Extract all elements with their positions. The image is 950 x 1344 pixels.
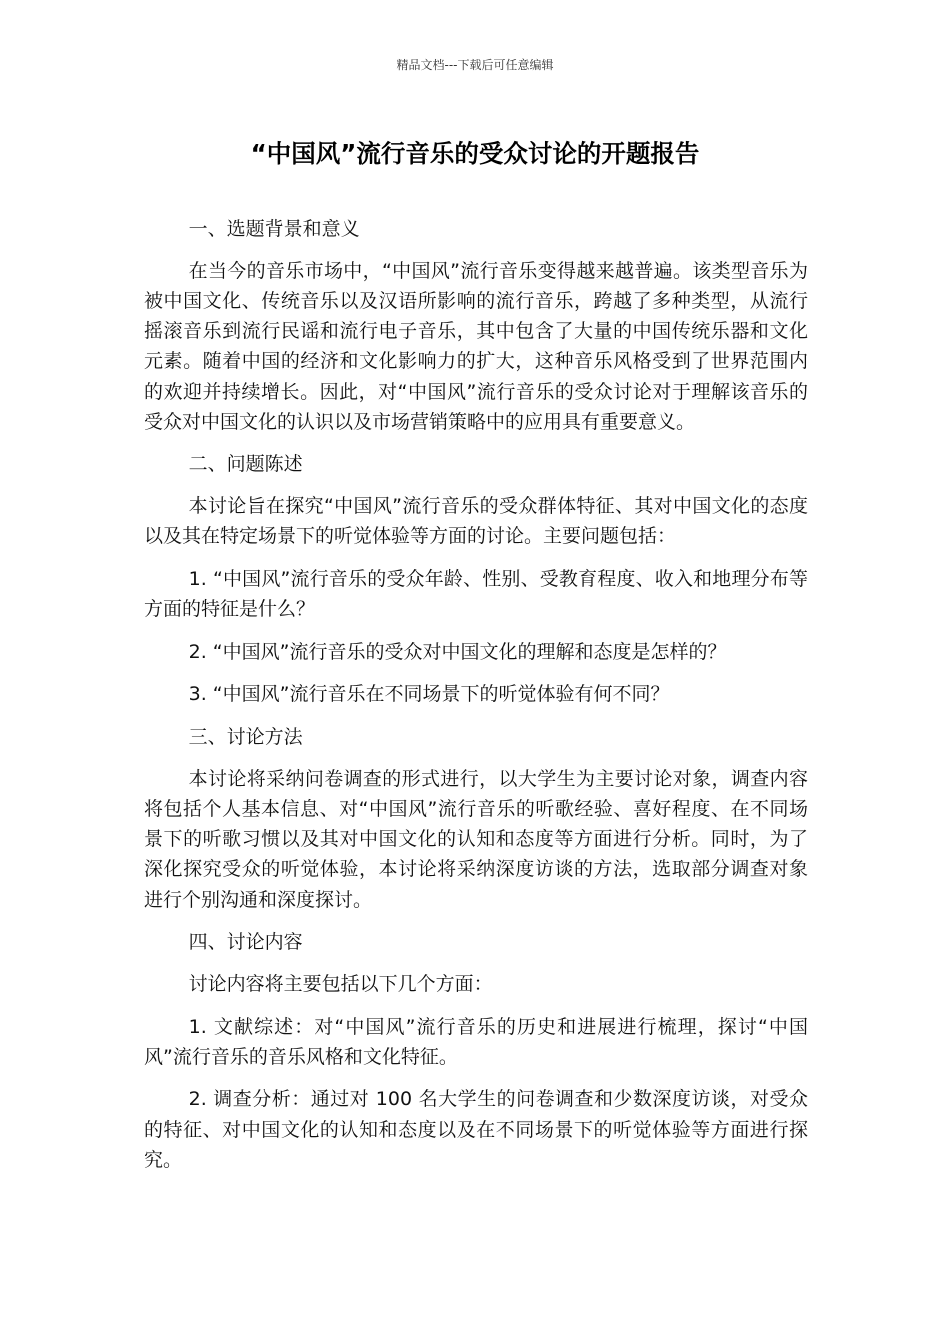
question-item-2: 2. “中国风”流行音乐的受众对中国文化的理解和态度是怎样的？ (188, 640, 727, 663)
page-header: 精品文档---下载后可任意编辑 (396, 58, 554, 72)
section-heading-method: 三、讨论方法 (188, 725, 303, 748)
section-heading-content: 四、讨论内容 (188, 931, 303, 954)
content-item-2: 2. 调查分析：通过对 100 名大学生的问卷调查和少数深度访谈，对受众的特征、对中国文化的认知和态度以及在不同场景下的听觉体验等方面进行探究。 (144, 1088, 808, 1171)
paragraph-method: 本讨论将采纳问卷调查的形式进行，以大学生为主要讨论对象，调查内容将包括个人基本信息、对“中国风”流行音乐的听歌经验、喜好程度、在不同场景下的听歌习惯以及其对中国文化的认知和态度等方面进行分析。同时，为了深化探究受众的听觉体验，本讨论将采纳深度访谈的方法，选取部分调查对象进行个别沟通和深度探讨。 (144, 767, 808, 911)
section-heading-problem: 二、问题陈述 (188, 453, 303, 476)
paragraph-problem: 本讨论旨在探究“中国风”流行音乐的受众群体特征、其对中国文化的态度以及其在特定场景下的听觉体验等方面的讨论。主要问题包括： (144, 495, 808, 548)
content-item-1: 1. 文献综述：对“中国风”流行音乐的历史和进展进行梳理，探讨“中国风”流行音乐的音乐风格和文化特征。 (144, 1015, 808, 1068)
question-item-3: 3. “中国风”流行音乐在不同场景下的听觉体验有何不同？ (188, 683, 670, 706)
paragraph-content-intro: 讨论内容将主要包括以下几个方面： (188, 972, 493, 995)
document-body (144, 214, 808, 1187)
question-item-1: 1. “中国风”流行音乐的受众年龄、性别、受教育程度、收入和地理分布等方面的特征是什么？ (144, 568, 808, 621)
document-title: “中国风”流行音乐的受众讨论的开题报告 (250, 139, 700, 168)
section-heading-background: 一、选题背景和意义 (188, 218, 360, 240)
paragraph-background: 在当今的音乐市场中，“中国风”流行音乐变得越来越普遍。该类型音乐为被中国文化、传统音乐以及汉语所影响的流行音乐，跨越了多种类型，从流行摇滚音乐到流行民谣和流行电子音乐，其中包含了大量的中国传统乐器和文化元素。随着中国的经济和文化影响力的扩大，这种音乐风格受到了世界范围内的欢迎并持续增长。因此，对“中国风”流行音乐的受众讨论对于理解该音乐的受众对中国文化的认识以及市场营销策略中的应用具有重要意义。 (144, 259, 808, 433)
